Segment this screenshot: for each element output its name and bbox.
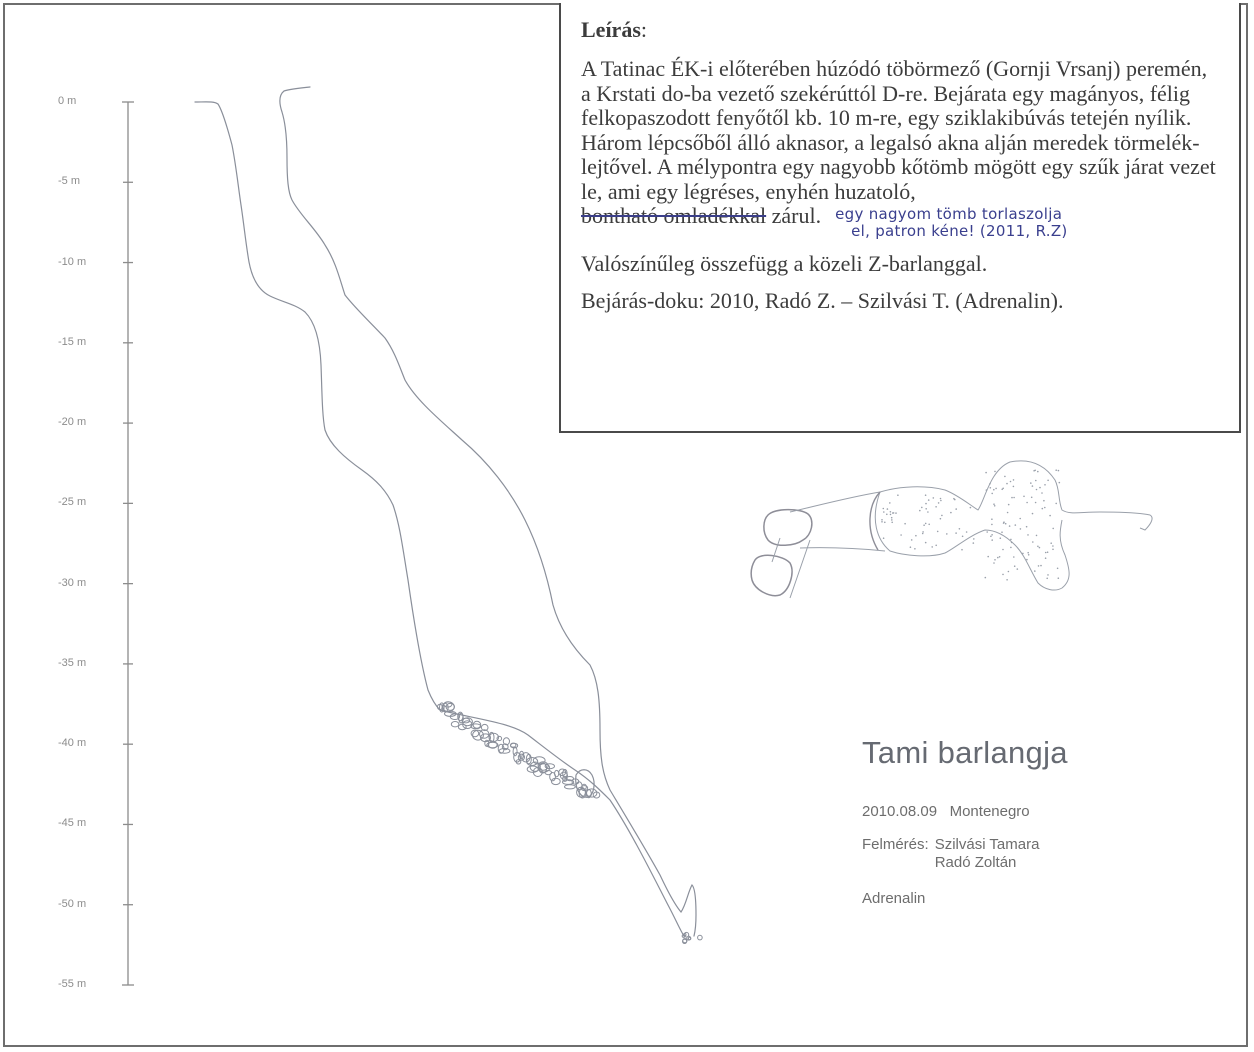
depth-tick-label: -20 m <box>58 416 87 429</box>
stipple-dot <box>1052 528 1054 530</box>
stipple-dot <box>1009 525 1011 527</box>
stipple-dot <box>919 510 921 512</box>
stipple-dot <box>935 506 937 508</box>
stipple-dot <box>1032 541 1034 543</box>
stipple-dot <box>941 515 943 517</box>
stipple-dot <box>1013 479 1015 481</box>
stipple-dot <box>991 518 993 520</box>
title-block <box>862 735 1068 923</box>
stipple-dot <box>1011 542 1013 544</box>
connection-paragraph: Valószínűleg összefügg a közeli Z-barlanggal. <box>581 251 988 276</box>
stipple-dot <box>1052 549 1054 551</box>
debris-rubble <box>437 702 702 944</box>
stipple-dot <box>911 539 913 541</box>
stipple-dot <box>1004 476 1006 478</box>
stipple-dot <box>1042 508 1044 510</box>
stipple-dot <box>922 533 924 535</box>
stipple-dot <box>991 539 993 541</box>
stipple-dot <box>940 498 942 500</box>
cave-left-wall <box>195 102 440 710</box>
stipple-dot <box>995 488 997 490</box>
depth-tick-label: -55 m <box>58 978 87 990</box>
stipple-dot <box>1046 578 1048 580</box>
stipple-dot <box>1036 535 1038 537</box>
stipple-dot <box>883 511 885 513</box>
stipple-dot <box>890 511 892 513</box>
stipple-dot <box>933 497 935 499</box>
stipple-dot <box>954 499 956 501</box>
stipple-dot <box>1000 537 1002 539</box>
surveyor-name: Szilvási Tamara <box>934 836 1040 853</box>
stipple-dot <box>1059 482 1061 484</box>
stipple-dot <box>925 503 927 505</box>
stipple-dot <box>1005 523 1007 525</box>
stipple-dot <box>986 531 988 533</box>
stipple-dot <box>1020 528 1022 530</box>
stipple-dot <box>1014 565 1016 567</box>
club-name: Adrenalin <box>862 890 926 907</box>
description-main-text: A Tatinac ÉK-i előterében húzódó töbörmező (Gornji Vrsanj) peremén, a Krstati do-ba vezető szekérúttól D-re. Bejárata egy magányos, félig felkopaszodott fenyőtől kb. 10 m-re, egy sziklakibúvás tetején nyílik. Három lépcsőből álló aknasor, a legalsó akna alján meredek törmelék-lejtővel. A mélypontra egy nagyobb kőtömb mögött egy szűk járat vezet le, ami egy légréses, enyhén huzatoló, <box>581 56 1216 204</box>
stipple-dot <box>1058 577 1060 579</box>
rubble-stone <box>451 722 459 727</box>
stipple-dot <box>1026 526 1028 528</box>
stipple-dot <box>991 493 993 495</box>
stipple-dot <box>1013 556 1015 558</box>
stipple-dot <box>1034 570 1036 572</box>
stipple-dot <box>897 494 899 496</box>
stipple-dot <box>1035 480 1037 482</box>
stipple-dot <box>985 472 987 474</box>
stipple-dot <box>883 537 885 539</box>
depth-tick-label: -40 m <box>58 737 87 750</box>
stipple-dot <box>1047 551 1049 553</box>
stipple-dot <box>991 524 993 526</box>
stipple-dot <box>1037 471 1039 473</box>
stipple-dot <box>1044 507 1046 509</box>
rubble-stone <box>565 785 576 789</box>
survey-location: Montenegro <box>949 803 1030 820</box>
stipple-dot <box>1052 545 1054 547</box>
stipple-dot <box>1010 547 1012 549</box>
stipple-dot <box>1043 500 1045 502</box>
stipple-dot <box>1002 574 1004 576</box>
surveyor-name: Radó Zoltán <box>934 854 1017 871</box>
stipple-dot <box>1023 496 1025 498</box>
survey-doc-paragraph: Bejárás-doku: 2010, Radó Z. – Szilvási T. (Adrenalin). <box>581 287 1064 313</box>
stipple-dot <box>961 549 963 551</box>
stipple-dot <box>1058 470 1060 472</box>
rubble-stone <box>551 778 560 784</box>
stipple-dot <box>946 533 948 535</box>
stipple-dot <box>1006 483 1008 485</box>
plan-entrance-lower <box>751 555 792 595</box>
stipple-dot <box>886 514 888 516</box>
depth-scale-axis <box>122 102 134 985</box>
stipple-dot <box>1055 503 1057 505</box>
description-paragraph <box>581 57 1221 240</box>
depth-tick-label: -30 m <box>58 576 87 589</box>
stipple-dot <box>1002 549 1004 551</box>
stipple-dot <box>1038 565 1040 567</box>
stipple-dot <box>1031 497 1033 499</box>
stipple-dot <box>928 499 930 501</box>
stipple-dot <box>1041 492 1043 494</box>
stipple-dot <box>1008 571 1010 573</box>
stipple-dot <box>1047 574 1049 576</box>
stipple-dot <box>994 559 996 561</box>
stipple-dot <box>1002 488 1004 490</box>
stipple-dot <box>1007 512 1009 514</box>
stipple-dot <box>1006 579 1008 581</box>
stipple-dot <box>994 471 996 473</box>
rubble-stone <box>497 736 502 740</box>
stipple-dot <box>1034 470 1036 472</box>
cave-name: Tami barlangja <box>862 735 1068 770</box>
stipple-dot <box>970 507 972 509</box>
stipple-dot <box>1011 497 1013 499</box>
stipple-dot <box>1027 534 1029 536</box>
stipple-dot <box>1040 565 1042 567</box>
stipple-dot <box>989 483 991 485</box>
stipple-dot <box>1057 568 1059 570</box>
stipple-dot <box>925 523 927 525</box>
stipple-dot <box>1044 484 1046 486</box>
stipple-dot <box>1010 539 1012 541</box>
rubble-stone <box>698 935 703 940</box>
depth-tick-label: -5 m <box>58 175 80 188</box>
stipple-dot <box>1036 489 1038 491</box>
handwritten-note <box>835 206 1067 240</box>
stipple-dot <box>892 512 894 514</box>
stipple-dot <box>1008 504 1010 506</box>
stipple-dot <box>966 531 968 533</box>
rubble-stone <box>513 747 517 756</box>
stipple-dot <box>938 502 940 504</box>
depth-tick-label: 0 m <box>58 95 77 107</box>
stipple-dot <box>891 519 893 521</box>
stipple-dot <box>986 489 988 491</box>
depth-tick-label: -50 m <box>58 897 87 910</box>
stipple-dot <box>1026 502 1028 504</box>
stipple-dot <box>910 546 912 548</box>
stipple-dot <box>921 507 923 509</box>
description-heading-text: Leírás <box>581 17 641 42</box>
stipple-dot <box>904 523 906 525</box>
stipple-dot <box>1015 524 1017 526</box>
stipple-dot <box>1045 552 1047 554</box>
stipple-dot <box>1032 513 1034 515</box>
stipple-dot <box>1039 547 1041 549</box>
stipple-dot <box>1032 485 1034 487</box>
stipple-dot <box>891 522 893 524</box>
stipple-dot <box>990 536 992 538</box>
handwritten-note-line-1: egy nagyom tömb torlaszolja <box>835 205 1063 223</box>
stipple-dot <box>914 548 916 550</box>
stipple-dot <box>955 532 957 534</box>
survey-date: 2010.08.09 <box>862 803 938 820</box>
stipple-dot <box>1045 557 1047 559</box>
stipple-dot <box>1026 559 1028 561</box>
stipple-dot <box>1049 515 1051 517</box>
description-heading <box>581 17 1221 43</box>
cave-plan-view <box>751 461 1152 598</box>
plan-floor-dots <box>881 469 1060 580</box>
stipple-dot <box>1055 469 1057 471</box>
date-location <box>862 803 1068 820</box>
stipple-dot <box>950 512 952 514</box>
stipple-dot <box>991 534 993 536</box>
stipple-dot <box>1017 568 1019 570</box>
stipple-dot <box>1003 522 1005 524</box>
stipple-dot <box>993 503 995 505</box>
stipple-dot <box>900 534 902 536</box>
stipple-dot <box>925 508 927 510</box>
stipple-dot <box>927 511 929 513</box>
stipple-dot <box>1019 518 1021 520</box>
stipple-dot <box>1030 482 1032 484</box>
stipple-dot <box>993 489 995 491</box>
stipple-dot <box>940 518 942 520</box>
stipple-dot <box>973 538 975 540</box>
stipple-dot <box>1027 552 1029 554</box>
stipple-dot <box>925 542 927 544</box>
depth-tick-label: -10 m <box>58 255 87 268</box>
rubble-stone <box>550 773 556 781</box>
stipple-dot <box>973 542 975 544</box>
stipple-dot <box>987 556 989 558</box>
stipple-dot <box>915 535 917 537</box>
surveyor-list <box>935 836 1040 872</box>
stipple-dot <box>985 577 987 579</box>
stipple-dot <box>931 546 933 548</box>
depth-tick-label: -15 m <box>58 335 87 348</box>
stipple-dot <box>1022 553 1024 555</box>
stipple-dot <box>895 512 897 514</box>
description-end-text: zárul. <box>766 203 822 228</box>
stipple-dot <box>1028 554 1030 556</box>
stipple-dot <box>955 508 957 510</box>
stipple-dot <box>925 494 927 496</box>
struck-out-text: bontható omladékkal <box>581 203 767 228</box>
depth-tick-label: -35 m <box>58 656 87 669</box>
depth-tick-label: -45 m <box>58 817 87 830</box>
stipple-dot <box>993 562 995 564</box>
description-heading-colon: : <box>640 17 648 42</box>
stipple-dot <box>1050 542 1052 544</box>
stipple-dot <box>890 514 892 516</box>
stipple-dot <box>1010 481 1012 483</box>
stipple-dot <box>990 487 992 489</box>
stipple-dot <box>922 531 924 533</box>
stipple-dot <box>935 545 937 547</box>
surveyors-row <box>862 836 1068 872</box>
stipple-dot <box>962 536 964 538</box>
stipple-dot <box>994 505 996 507</box>
stipple-dot <box>881 521 883 523</box>
stipple-dot <box>883 508 885 510</box>
description-box <box>559 3 1241 433</box>
stipple-dot <box>959 528 961 530</box>
stipple-dot <box>1013 497 1015 499</box>
stipple-dot <box>997 557 999 559</box>
cave-left-wall-lower <box>440 710 684 936</box>
stipple-dot <box>884 522 886 524</box>
stipple-dot <box>1047 480 1049 482</box>
stipple-dot <box>937 531 939 533</box>
stipple-dot <box>1037 546 1039 548</box>
stipple-dot <box>1035 502 1037 504</box>
handwritten-note-line-2: el, patron kéne! (2011, R.Z) <box>851 222 1068 240</box>
stipple-dot <box>891 517 893 519</box>
stipple-dot <box>887 508 889 510</box>
plan-entrance-upper <box>764 510 812 546</box>
stipple-dot <box>889 502 891 504</box>
stipple-dot <box>1039 487 1041 489</box>
survey-label: Felmérés: <box>862 836 929 853</box>
stipple-dot <box>940 500 942 502</box>
stipple-dot <box>928 524 930 526</box>
stipple-dot <box>881 519 883 521</box>
stipple-dot <box>1001 531 1003 533</box>
stipple-dot <box>1013 486 1015 488</box>
stipple-dot <box>999 556 1001 558</box>
stipple-dot <box>923 524 925 526</box>
depth-tick-label: -25 m <box>58 496 87 509</box>
